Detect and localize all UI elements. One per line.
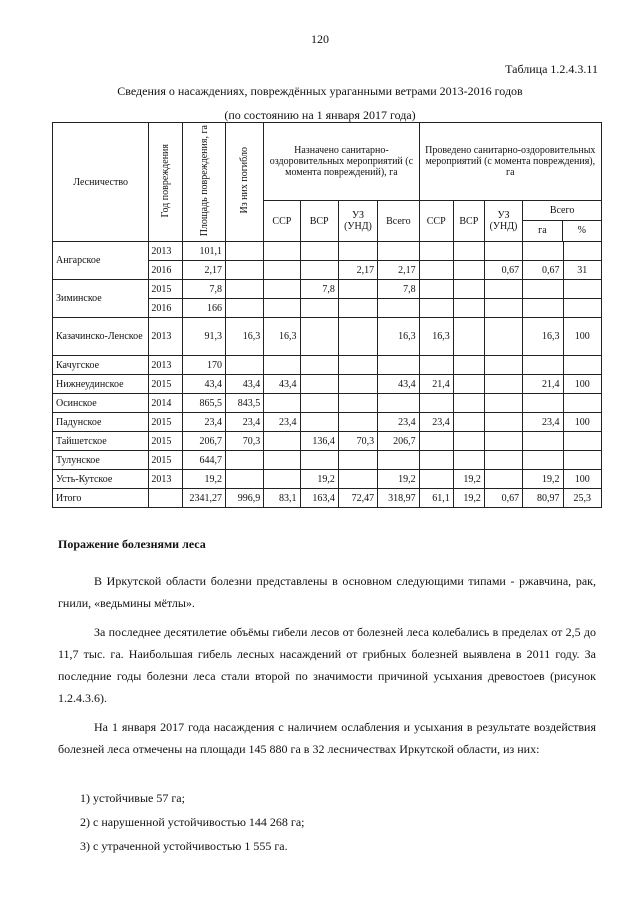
cell-d-ha: 16,3 <box>523 318 563 356</box>
cell-year: 2015 <box>149 280 183 299</box>
table-row <box>53 242 602 261</box>
header-assigned-uz: УЗ (УНД) <box>338 201 377 242</box>
cell-d-uz <box>484 318 522 356</box>
cell-dead: 996,9 <box>225 489 263 508</box>
cell-a-total: 19,2 <box>378 470 419 489</box>
cell-d-ha <box>523 280 563 299</box>
table-number: Таблица 1.2.4.3.11 <box>505 62 598 76</box>
cell-area: 2,17 <box>183 261 225 280</box>
header-done-total <box>523 201 602 242</box>
cell-d-vsr <box>453 375 484 394</box>
cell-d-ssr: 61,1 <box>419 489 453 508</box>
cell-forestry: Нижнеудинское <box>53 375 149 394</box>
cell-a-uz: 70,3 <box>338 432 377 451</box>
cell-d-vsr <box>453 318 484 356</box>
cell-a-uz <box>338 242 377 261</box>
cell-a-total: 7,8 <box>378 280 419 299</box>
cell-a-vsr: 163,4 <box>300 489 338 508</box>
header-assigned-total: Всего <box>378 201 419 242</box>
cell-forestry: Ангарское <box>53 242 149 280</box>
cell-area: 170 <box>183 356 225 375</box>
header-done-ha: га <box>523 221 562 241</box>
cell-d-uz: 0,67 <box>484 489 522 508</box>
cell-d-pct <box>563 280 601 299</box>
header-area-text: Площадь повреждения, га <box>198 124 210 237</box>
cell-d-ha <box>523 242 563 261</box>
cell-d-uz <box>484 356 522 375</box>
header-done-uz: УЗ (УНД) <box>484 201 522 242</box>
cell-a-vsr <box>300 394 338 413</box>
table-body <box>53 242 602 508</box>
cell-year: 2015 <box>149 432 183 451</box>
cell-d-ssr <box>419 280 453 299</box>
cell-d-ssr <box>419 451 453 470</box>
header-done-ssr: ССР <box>419 201 453 242</box>
cell-year: 2014 <box>149 394 183 413</box>
cell-a-total <box>378 299 419 318</box>
cell-area: 7,8 <box>183 280 225 299</box>
cell-dead <box>225 356 263 375</box>
header-area <box>183 123 225 242</box>
cell-d-vsr <box>453 280 484 299</box>
cell-d-uz <box>484 470 522 489</box>
header-done: Проведено санитарно-оздоровительных мероприятий (с момента повреждения), га <box>419 123 601 201</box>
cell-a-total: 16,3 <box>378 318 419 356</box>
cell-year: 2015 <box>149 451 183 470</box>
cell-d-ssr <box>419 242 453 261</box>
paragraph-1: В Иркутской области болезни представлены в основном следующими типами - ржавчина, рак, гнили, «ведьмины мётлы». <box>58 574 596 610</box>
paragraph-2: За последнее десятилетие объёмы гибели лесов от болезней леса колебались в пределах от 2,5 до 11,7 тыс. га. Наибольшая гибель лесных насаждений от грибных болезней выявлена в 2011 году. За последние годы болезни леса стали второй по значимости причиной усыхания древостоев (рисунок 1.2.4.3.6). <box>58 625 596 705</box>
cell-a-total <box>378 394 419 413</box>
cell-a-total: 206,7 <box>378 432 419 451</box>
cell-a-uz <box>338 451 377 470</box>
cell-d-uz <box>484 280 522 299</box>
cell-dead <box>225 280 263 299</box>
cell-dead: 70,3 <box>225 432 263 451</box>
cell-dead: 843,5 <box>225 394 263 413</box>
cell-a-vsr <box>300 318 338 356</box>
table-row <box>53 356 602 375</box>
section-title: Поражение болезнями леса <box>58 537 206 551</box>
header-assigned: Назначено санитарно-оздоровительных мероприятий (с момента повреждений), га <box>264 123 419 201</box>
cell-a-vsr <box>300 356 338 375</box>
header-done-pct: % <box>577 225 586 236</box>
cell-d-pct: 31 <box>563 261 601 280</box>
table-row <box>53 394 602 413</box>
cell-area: 166 <box>183 299 225 318</box>
header-dead-text: Из них погибло <box>239 147 251 214</box>
cell-d-ha <box>523 356 563 375</box>
list-item-3: 3) с утраченной устойчивостью 1 555 га. <box>80 839 288 853</box>
cell-forestry: Казачинско-Ленское <box>53 318 149 356</box>
table-row <box>53 470 602 489</box>
cell-d-vsr <box>453 394 484 413</box>
header-dead <box>225 123 263 242</box>
cell-a-ssr <box>264 451 300 470</box>
cell-forestry: Зиминское <box>53 280 149 318</box>
cell-d-pct: 100 <box>563 375 601 394</box>
cell-a-total <box>378 356 419 375</box>
cell-a-uz <box>338 318 377 356</box>
cell-d-ssr <box>419 356 453 375</box>
cell-a-total: 43,4 <box>378 375 419 394</box>
cell-area: 2341,27 <box>183 489 225 508</box>
cell-d-ha: 80,97 <box>523 489 563 508</box>
cell-a-vsr <box>300 375 338 394</box>
table-title: Сведения о насаждениях, повреждённых ураганными ветрами 2013-2016 годов <box>117 84 523 98</box>
cell-d-uz <box>484 375 522 394</box>
paragraph-3: На 1 января 2017 года насаждения с наличием ослабления и усыхания в результате воздействия болезней леса отмечены на площади 145 880 га в 32 лесничествах Иркутской области, из них: <box>58 720 596 756</box>
cell-a-ssr <box>264 394 300 413</box>
cell-a-uz <box>338 375 377 394</box>
cell-a-uz <box>338 394 377 413</box>
cell-a-total: 318,97 <box>378 489 419 508</box>
cell-d-ssr <box>419 299 453 318</box>
cell-d-ssr <box>419 470 453 489</box>
cell-d-pct <box>563 242 601 261</box>
cell-d-uz: 0,67 <box>484 261 522 280</box>
cell-d-vsr <box>453 299 484 318</box>
cell-d-ha: 23,4 <box>523 413 563 432</box>
cell-a-ssr: 16,3 <box>264 318 300 356</box>
cell-a-ssr <box>264 470 300 489</box>
cell-year: 2016 <box>149 299 183 318</box>
cell-forestry: Осинское <box>53 394 149 413</box>
header-year <box>149 123 183 242</box>
cell-d-uz <box>484 299 522 318</box>
cell-d-vsr <box>453 356 484 375</box>
wind-damage-table <box>52 122 602 508</box>
cell-a-total: 23,4 <box>378 413 419 432</box>
table-row <box>53 318 602 356</box>
header-done-total-label: Всего <box>523 201 601 221</box>
cell-d-pct <box>563 356 601 375</box>
cell-area: 865,5 <box>183 394 225 413</box>
cell-d-ha <box>523 432 563 451</box>
cell-d-pct: 100 <box>563 318 601 356</box>
cell-year: 2013 <box>149 318 183 356</box>
cell-a-uz <box>338 356 377 375</box>
cell-area: 644,7 <box>183 451 225 470</box>
cell-a-vsr <box>300 242 338 261</box>
table-row <box>53 280 602 299</box>
cell-d-ha <box>523 394 563 413</box>
cell-d-vsr <box>453 242 484 261</box>
cell-dead: 43,4 <box>225 375 263 394</box>
cell-d-vsr: 19,2 <box>453 470 484 489</box>
cell-forestry: Тулунское <box>53 451 149 470</box>
cell-d-pct <box>563 394 601 413</box>
table-subtitle: (по состоянию на 1 января 2017 года) <box>224 108 416 122</box>
cell-a-uz <box>338 470 377 489</box>
cell-area: 23,4 <box>183 413 225 432</box>
cell-year: 2013 <box>149 356 183 375</box>
cell-d-ssr <box>419 432 453 451</box>
cell-d-ssr <box>419 394 453 413</box>
cell-d-uz <box>484 451 522 470</box>
table-row <box>53 451 602 470</box>
cell-a-ssr <box>264 280 300 299</box>
cell-d-pct: 100 <box>563 470 601 489</box>
cell-d-vsr <box>453 451 484 470</box>
cell-d-uz <box>484 242 522 261</box>
cell-a-ssr: 43,4 <box>264 375 300 394</box>
cell-d-ha: 21,4 <box>523 375 563 394</box>
cell-area: 19,2 <box>183 470 225 489</box>
cell-dead <box>225 451 263 470</box>
header-assigned-ssr: ССР <box>264 201 300 242</box>
cell-dead <box>225 261 263 280</box>
cell-d-vsr <box>453 413 484 432</box>
cell-d-pct <box>563 451 601 470</box>
cell-a-vsr: 136,4 <box>300 432 338 451</box>
cell-d-ssr: 16,3 <box>419 318 453 356</box>
cell-d-ssr: 23,4 <box>419 413 453 432</box>
cell-forestry: Качугское <box>53 356 149 375</box>
cell-d-vsr: 19,2 <box>453 489 484 508</box>
cell-year: 2015 <box>149 375 183 394</box>
table-row <box>53 489 602 508</box>
cell-d-uz <box>484 413 522 432</box>
cell-forestry: Тайшетское <box>53 432 149 451</box>
cell-year: 2016 <box>149 261 183 280</box>
cell-d-uz <box>484 394 522 413</box>
cell-a-uz <box>338 299 377 318</box>
cell-a-total <box>378 242 419 261</box>
cell-a-uz <box>338 413 377 432</box>
cell-a-total <box>378 451 419 470</box>
cell-a-vsr <box>300 451 338 470</box>
list-item-2: 2) с нарушенной устойчивостью 144 268 га; <box>80 815 305 829</box>
header-assigned-vsr: ВСР <box>300 201 338 242</box>
cell-a-uz: 2,17 <box>338 261 377 280</box>
cell-d-ssr <box>419 261 453 280</box>
cell-forestry: Усть-Кутское <box>53 470 149 489</box>
cell-area: 43,4 <box>183 375 225 394</box>
cell-a-total: 2,17 <box>378 261 419 280</box>
cell-year: 2013 <box>149 242 183 261</box>
cell-year <box>149 489 183 508</box>
table-row <box>53 375 602 394</box>
cell-area: 91,3 <box>183 318 225 356</box>
table-row <box>53 413 602 432</box>
cell-a-vsr <box>300 261 338 280</box>
header-year-text: Год повреждения <box>160 143 172 218</box>
cell-a-ssr <box>264 432 300 451</box>
cell-a-uz: 72,47 <box>338 489 377 508</box>
cell-dead: 23,4 <box>225 413 263 432</box>
cell-a-vsr <box>300 413 338 432</box>
cell-d-ha: 0,67 <box>523 261 563 280</box>
list-item-1: 1) устойчивые 57 га; <box>80 791 185 805</box>
cell-d-ha <box>523 299 563 318</box>
header-done-vsr: ВСР <box>453 201 484 242</box>
cell-dead <box>225 242 263 261</box>
cell-d-vsr <box>453 432 484 451</box>
cell-a-ssr: 83,1 <box>264 489 300 508</box>
cell-d-pct: 100 <box>563 413 601 432</box>
cell-a-vsr: 7,8 <box>300 280 338 299</box>
cell-d-pct <box>563 432 601 451</box>
cell-forestry: Итого <box>53 489 149 508</box>
cell-d-ssr: 21,4 <box>419 375 453 394</box>
cell-dead: 16,3 <box>225 318 263 356</box>
cell-d-ha: 19,2 <box>523 470 563 489</box>
cell-a-ssr: 23,4 <box>264 413 300 432</box>
cell-a-ssr <box>264 261 300 280</box>
cell-forestry: Падунское <box>53 413 149 432</box>
cell-d-pct <box>563 299 601 318</box>
cell-a-vsr <box>300 299 338 318</box>
cell-year: 2015 <box>149 413 183 432</box>
cell-a-uz <box>338 280 377 299</box>
table-row <box>53 432 602 451</box>
cell-area: 101,1 <box>183 242 225 261</box>
cell-d-vsr <box>453 261 484 280</box>
cell-a-ssr <box>264 356 300 375</box>
cell-area: 206,7 <box>183 432 225 451</box>
cell-year: 2013 <box>149 470 183 489</box>
cell-d-ha <box>523 451 563 470</box>
cell-a-ssr <box>264 299 300 318</box>
cell-a-ssr <box>264 242 300 261</box>
page-number: 120 <box>311 32 329 46</box>
cell-a-vsr: 19,2 <box>300 470 338 489</box>
cell-dead <box>225 299 263 318</box>
cell-d-uz <box>484 432 522 451</box>
cell-d-pct: 25,3 <box>563 489 601 508</box>
header-forestry: Лесничество <box>53 123 149 242</box>
cell-dead <box>225 470 263 489</box>
